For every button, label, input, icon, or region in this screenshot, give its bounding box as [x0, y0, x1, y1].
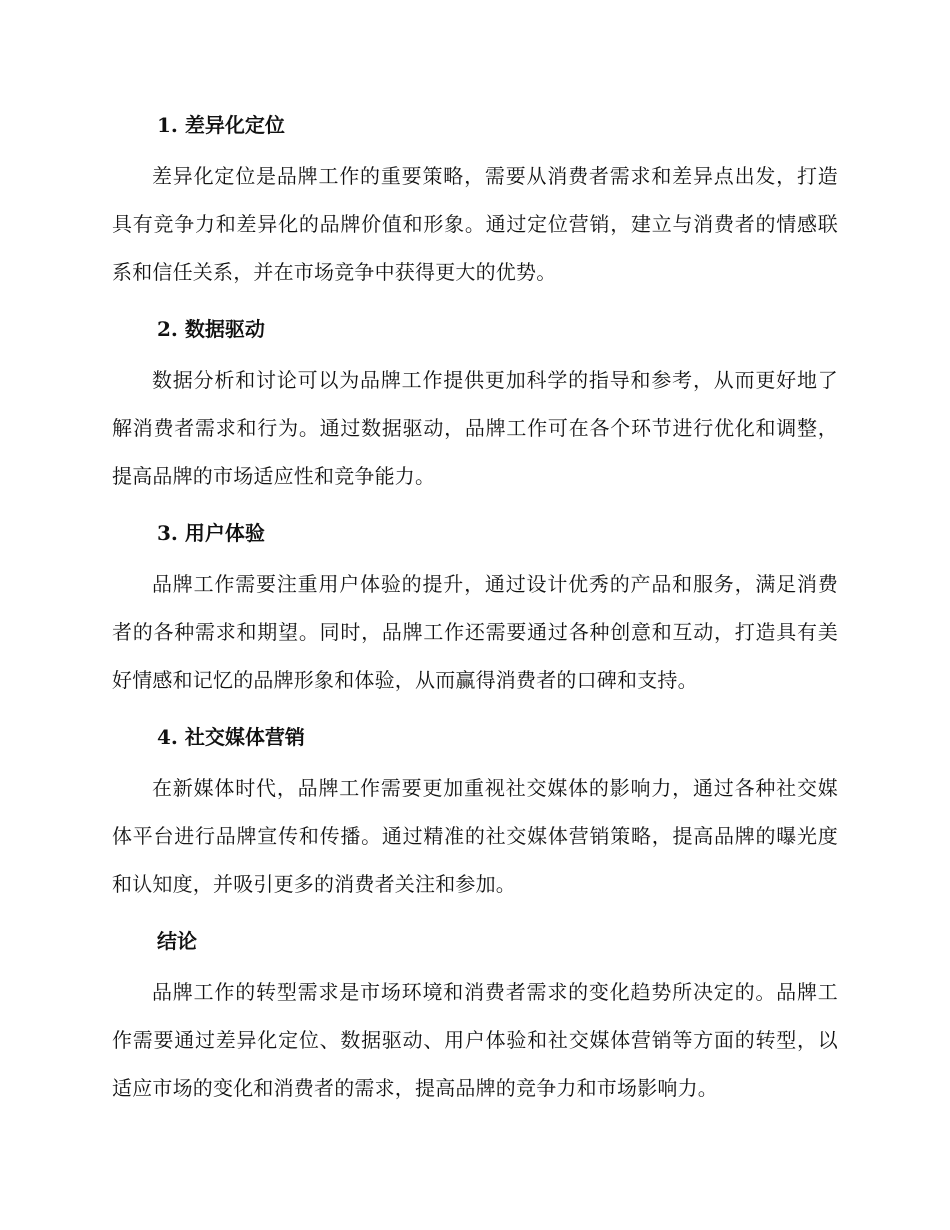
- section-data-driven: [112, 314, 838, 500]
- section-paragraph: 品牌工作需要注重用户体验的提升，通过设计优秀的产品和服务，满足消费者的各种需求和期望。同时，品牌工作还需要通过各种创意和互动，打造具有美好情感和记忆的品牌形象和体验，从而赢得消费者的口碑和支持。: [112, 572, 838, 692]
- section-heading: 结论: [157, 929, 197, 953]
- section-heading: 3. 用户体验: [157, 521, 265, 545]
- section-heading: 2. 数据驱动: [157, 317, 265, 341]
- section-differentiated-positioning: [112, 110, 838, 296]
- section-paragraph: 数据分析和讨论可以为品牌工作提供更加科学的指导和参考，从而更好地了解消费者需求和行为。通过数据驱动，品牌工作可在各个环节进行优化和调整，提高品牌的市场适应性和竞争能力。: [112, 368, 838, 488]
- section-heading: 1. 差异化定位: [157, 113, 285, 137]
- section-paragraph: 在新媒体时代，品牌工作需要更加重视社交媒体的影响力，通过各种社交媒体平台进行品牌宣传和传播。通过精准的社交媒体营销策略，提高品牌的曝光度和认知度，并吸引更多的消费者关注和参加。: [112, 776, 838, 896]
- section-user-experience: [112, 518, 838, 704]
- section-heading: 4. 社交媒体营销: [157, 725, 305, 749]
- section-conclusion: [112, 926, 838, 1112]
- section-social-media-marketing: [112, 722, 838, 908]
- section-paragraph: 品牌工作的转型需求是市场环境和消费者需求的变化趋势所决定的。品牌工作需要通过差异化定位、数据驱动、用户体验和社交媒体营销等方面的转型，以适应市场的变化和消费者的需求，提高品牌的竞争力和市场影响力。: [112, 980, 838, 1100]
- section-paragraph: 差异化定位是品牌工作的重要策略，需要从消费者需求和差异点出发，打造具有竞争力和差异化的品牌价值和形象。通过定位营销，建立与消费者的情感联系和信任关系，并在市场竞争中获得更大的优势。: [112, 164, 838, 284]
